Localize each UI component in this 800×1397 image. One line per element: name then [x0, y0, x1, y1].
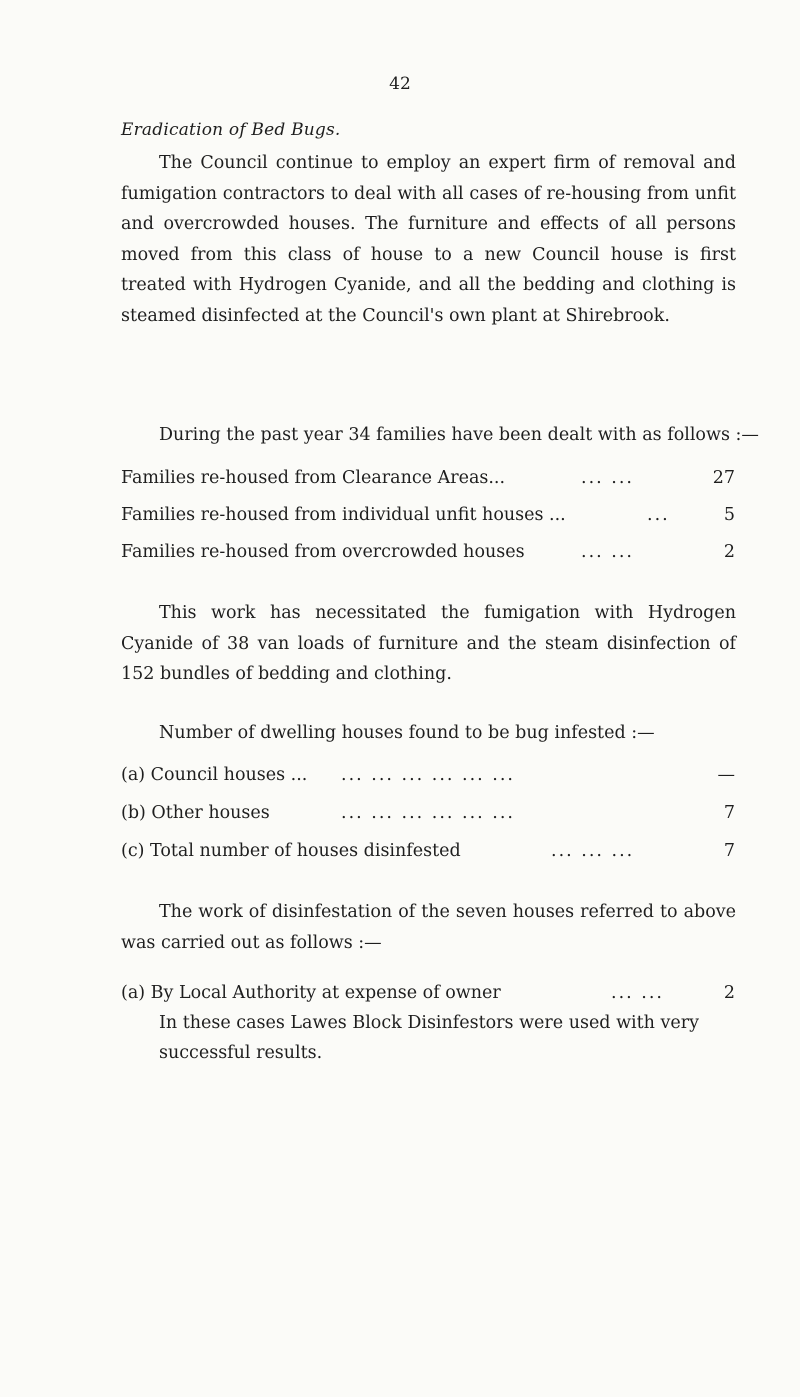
- infested-intro: Number of dwelling houses found to be bug infested :—: [159, 723, 655, 743]
- row-value: 7: [723, 841, 735, 861]
- row-value: 2: [723, 542, 735, 562]
- row-label: (b) Other houses: [121, 803, 270, 823]
- row-leader: ... ...: [611, 983, 664, 1003]
- section-heading: Eradication of Bed Bugs.: [121, 120, 341, 140]
- paragraph-van-loads: This work has necessitated the fumigation with Hydrogen Cyanide of 38 van loads of furniture and the steam disinfection of 152 bundles of bedding and clothing.: [121, 603, 736, 684]
- row-value: 5: [723, 505, 735, 525]
- row-label: (c) Total number of houses disinfested: [121, 841, 461, 861]
- paragraph-fumigation: The Council continue to employ an expert firm of removal and fumigation contractors to deal with all cases of re-housing from unfit and overcrowded houses. The furniture and effects of all persons moved from this class of house to a new Council house is first treated with Hydrogen Cyanide, and all the bedding and clothing is steamed disinfected at the Council's own plant at Shirebrook.: [121, 153, 736, 326]
- note-lawes-block: In these cases Lawes Block Disinfestors were used with very successful results.: [159, 1013, 700, 1063]
- row-leader: ... ...: [581, 542, 634, 562]
- row-label: (a) Council houses ...: [121, 765, 308, 785]
- row-leader: ... ... ... ... ... ...: [341, 765, 515, 785]
- families-intro: During the past year 34 families have been dealt with as follows :—: [159, 425, 759, 445]
- row-label: Families re-housed from overcrowded houses: [121, 542, 525, 562]
- page-number: 42: [389, 74, 411, 94]
- row-value: 7: [723, 803, 735, 823]
- row-label: Families re-housed from individual unfit houses ...: [121, 505, 566, 525]
- row-leader: ... ... ... ... ... ...: [341, 803, 515, 823]
- row-leader: ...: [647, 505, 670, 525]
- row-leader: ... ...: [581, 468, 634, 488]
- row-value: 2: [723, 983, 735, 1003]
- row-leader: ... ... ...: [551, 841, 635, 861]
- row-label: Families re-housed from Clearance Areas...: [121, 468, 506, 488]
- row-label: (a) By Local Authority at expense of owner: [121, 983, 501, 1003]
- row-value: —: [717, 765, 735, 785]
- paragraph-disinfestation: The work of disinfestation of the seven houses referred to above was carried out as follows :—: [121, 902, 736, 953]
- row-value: 27: [712, 468, 735, 488]
